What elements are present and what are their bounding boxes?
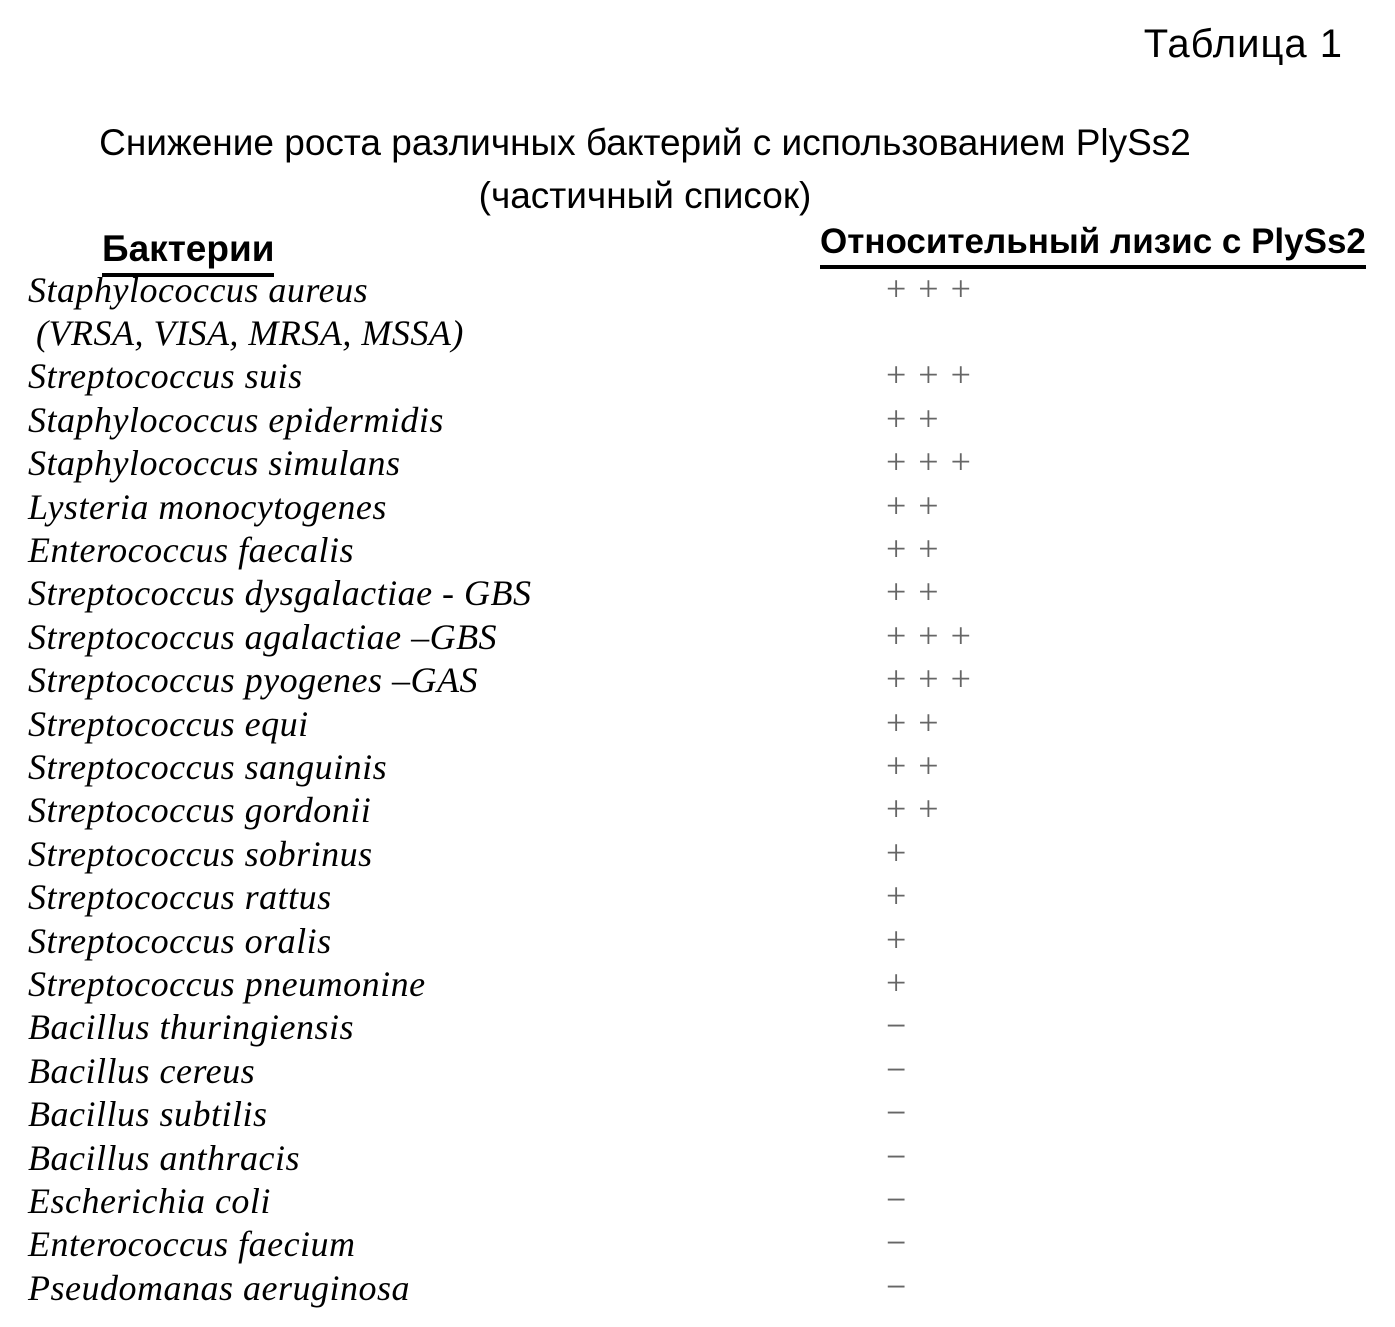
table-row — [28, 355, 1395, 398]
lysis-value: − — [886, 1135, 919, 1176]
table-row — [28, 1092, 1395, 1135]
bacteria-name: Streptococcus dysgalactiae - GBS — [28, 573, 532, 614]
table-row — [28, 1136, 1395, 1179]
table-row — [28, 528, 1395, 571]
table-title-line1: Снижение роста различных бактерий с использованием PlySs2 — [99, 122, 1191, 163]
lysis-value: − — [886, 1092, 919, 1133]
bacteria-name: Streptococcus rattus — [28, 877, 332, 918]
bacteria-name: Streptococcus oralis — [28, 920, 332, 961]
bacteria-name: Bacillus thuringiensis — [28, 1007, 354, 1048]
bacteria-name: Streptococcus equi — [28, 703, 309, 744]
table-row — [28, 268, 1395, 311]
table-row — [28, 398, 1395, 441]
table-row — [28, 702, 1395, 745]
lysis-value: +++ — [886, 268, 983, 309]
column-header-bacteria: Бактерии — [102, 228, 274, 277]
lysis-value: ++ — [886, 484, 951, 525]
table-row — [28, 442, 1395, 485]
bacteria-name: Bacillus anthracis — [28, 1137, 300, 1178]
table-row — [28, 962, 1395, 1005]
bacteria-name: Streptococcus agalactiae –GBS — [28, 616, 498, 657]
lysis-value: + — [886, 875, 919, 916]
lysis-value: ++ — [886, 701, 951, 742]
table-row — [28, 832, 1395, 875]
table-row — [28, 615, 1395, 658]
bacteria-name: Enterococcus faecium — [28, 1224, 356, 1265]
table-caption: Таблица 1 — [1143, 22, 1343, 66]
table-row — [28, 1006, 1395, 1049]
lysis-value: ++ — [886, 571, 951, 612]
table-row — [28, 919, 1395, 962]
lysis-value: ++ — [886, 398, 951, 439]
table-row — [28, 1266, 1395, 1309]
column-header-lysis: Относительный лизис с PlySs2 — [820, 222, 1366, 269]
bacteria-name: Streptococcus suis — [28, 356, 303, 397]
bacteria-name: Pseudomanas aeruginosa — [28, 1267, 410, 1308]
table-title — [50, 116, 1240, 222]
lysis-value: + — [886, 918, 919, 959]
table-row — [28, 1049, 1395, 1092]
table-row — [28, 485, 1395, 528]
bacteria-name: Lysteria monocytogenes — [28, 486, 387, 527]
lysis-value: +++ — [886, 658, 983, 699]
lysis-value: +++ — [886, 441, 983, 482]
lysis-value: + — [886, 962, 919, 1003]
table-row — [28, 1223, 1395, 1266]
bacteria-name: Streptococcus pneumonine — [28, 963, 426, 1004]
bacteria-name: Staphylococcus epidermidis — [28, 399, 444, 440]
table-row — [28, 659, 1395, 702]
bacteria-name: Bacillus subtilis — [28, 1094, 268, 1135]
lysis-value: − — [886, 1005, 919, 1046]
table-row — [28, 572, 1395, 615]
column-headers — [0, 222, 1395, 272]
table-row — [28, 875, 1395, 918]
lysis-value: ++ — [886, 788, 951, 829]
bacteria-name: Streptococcus sobrinus — [28, 833, 373, 874]
table-row — [28, 789, 1395, 832]
bacteria-name: Staphylococcus simulans — [28, 443, 401, 484]
lysis-value: − — [886, 1179, 919, 1220]
bacteria-name: Staphylococcus aureus — [28, 269, 369, 310]
lysis-value: ++ — [886, 745, 951, 786]
bacteria-name: Enterococcus faecalis — [28, 530, 355, 571]
bacteria-name: Streptococcus sanguinis — [28, 746, 388, 787]
bacteria-table-body — [28, 268, 1395, 1309]
table-row — [28, 745, 1395, 788]
table-row-continuation — [28, 311, 1395, 354]
bacteria-name: Streptococcus gordonii — [28, 790, 372, 831]
lysis-value: ++ — [886, 528, 951, 569]
lysis-value: +++ — [886, 354, 983, 395]
bacteria-name: Bacillus cereus — [28, 1050, 256, 1091]
lysis-value: − — [886, 1222, 919, 1263]
lysis-value: − — [886, 1049, 919, 1090]
lysis-value: − — [886, 1265, 919, 1306]
bacteria-name: Streptococcus pyogenes –GAS — [28, 660, 479, 701]
lysis-value: +++ — [886, 615, 983, 656]
bacteria-name-strains: (VRSA, VISA, MRSA, MSSA) — [36, 313, 464, 354]
table-title-line2: (частичный список) — [478, 175, 812, 216]
lysis-value: + — [886, 832, 919, 873]
bacteria-name: Escherichia coli — [28, 1180, 271, 1221]
table-row — [28, 1179, 1395, 1222]
